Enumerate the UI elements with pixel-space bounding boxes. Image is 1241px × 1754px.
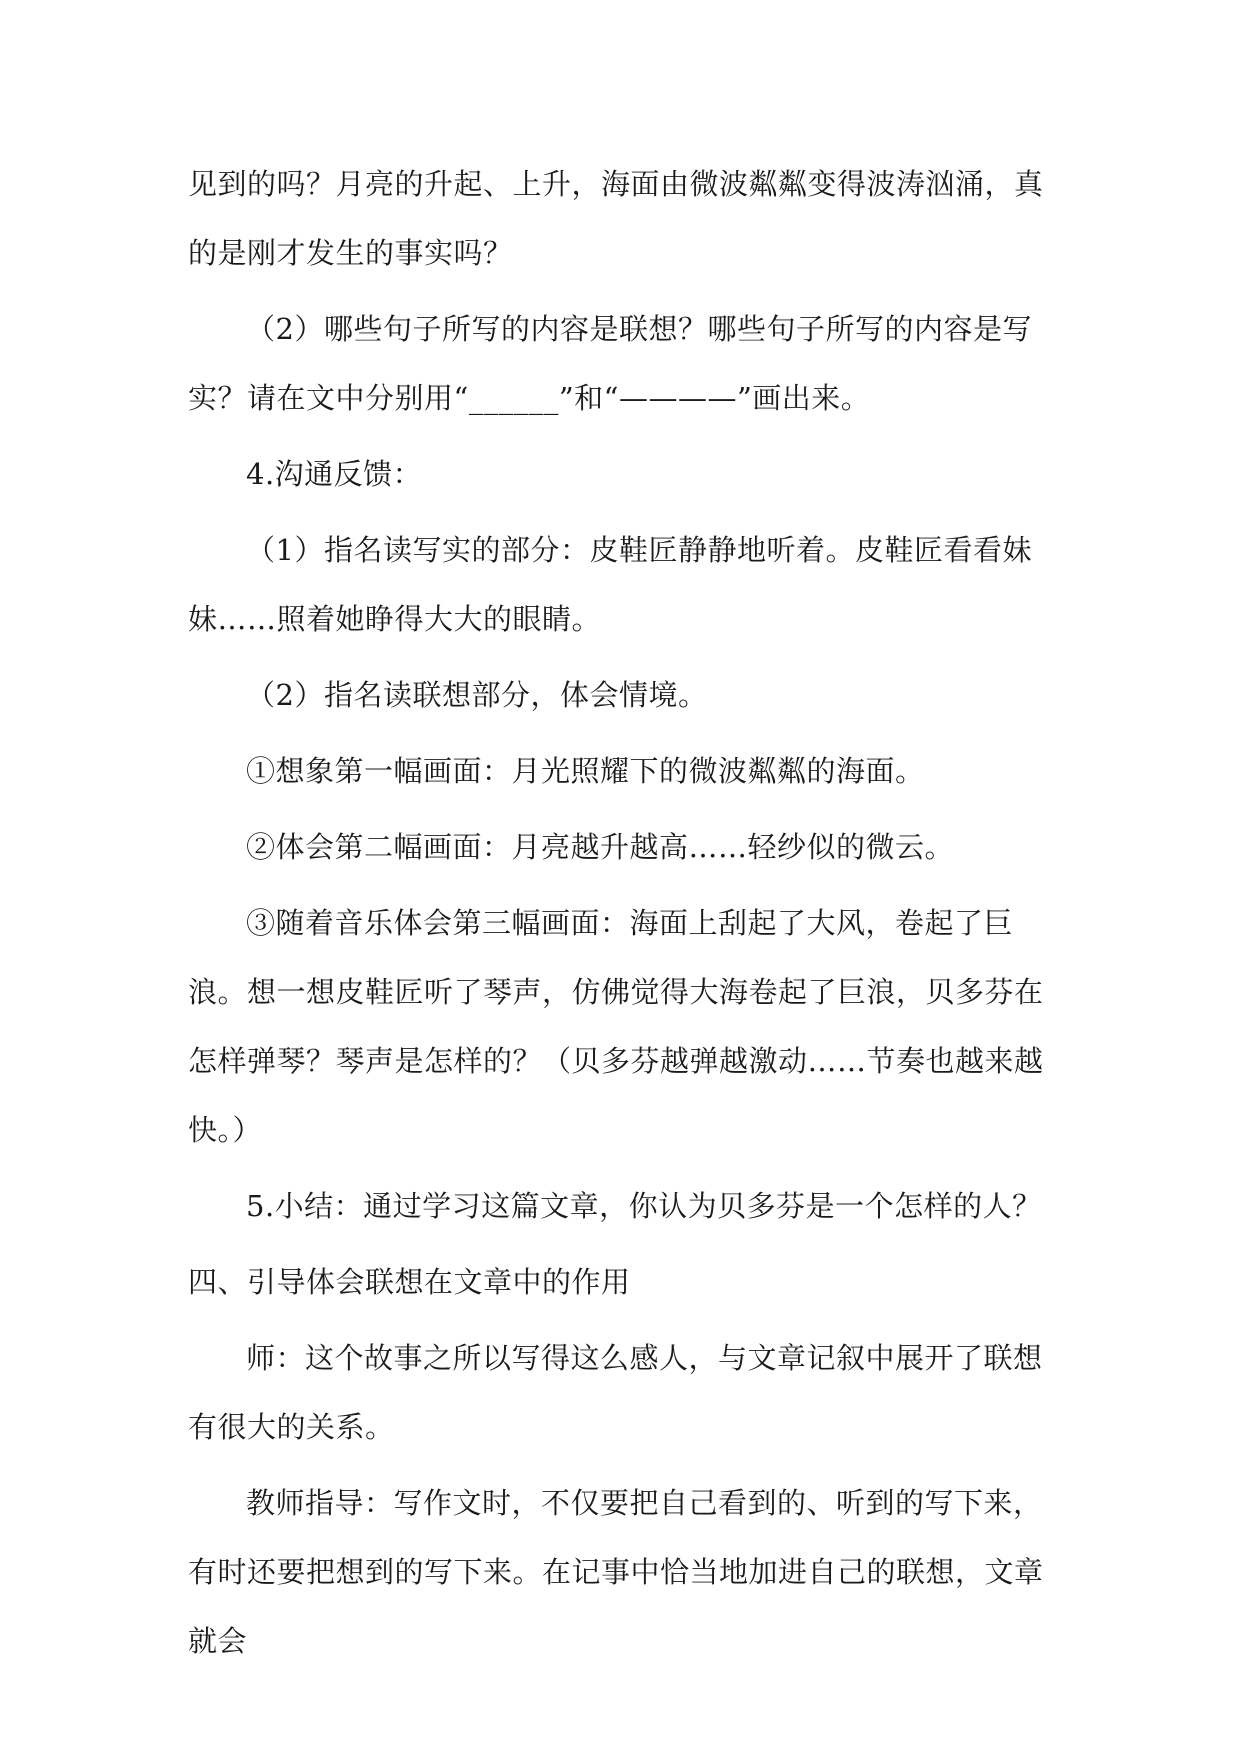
section-heading: 四、引导体会联想在文章中的作用 (188, 1265, 631, 1299)
paragraph-continuation: 见到的吗？月亮的升起、上升，海面由微波粼粼变得波涛汹涌，真的是刚才发生的事实吗？ (188, 167, 1044, 270)
paragraph-feedback-2: （2）指名读联想部分，体会情境。 (246, 678, 708, 712)
paragraph-teacher-guidance: 教师指导：写作文时，不仅要把自己看到的、听到的写下来，有时还要把想到的写下来。在记事中恰当地加进自己的联想，文章就会 (188, 1486, 1044, 1658)
paragraph-scene-2: ②体会第二幅画面：月亮越升越高……轻纱似的微云。 (246, 830, 955, 864)
paragraph-question-2: （2）哪些句子所写的内容是联想？哪些句子所写的内容是写实？请在文中分别用“______”和“————”画出来。 (188, 312, 1032, 415)
paragraph-scene-3: ③随着音乐体会第三幅画面：海面上刮起了大风，卷起了巨浪。想一想皮鞋匠听了琴声，仿佛觉得大海卷起了巨浪，贝多芬在怎样弹琴？琴声是怎样的？（贝多芬越弹越激动……节奏也越来越快。） (188, 906, 1044, 1147)
paragraph-teacher: 师：这个故事之所以写得这么感人，与文章记叙中展开了联想有很大的关系。 (188, 1341, 1043, 1444)
paragraph-step-4: 4.沟通反馈： (246, 457, 423, 491)
paragraph-summary: 5.小结：通过学习这篇文章，你认为贝多芬是一个怎样的人？ (246, 1189, 1042, 1223)
paragraph-scene-1: ①想象第一幅画面：月光照耀下的微波粼粼的海面。 (246, 754, 925, 788)
document-body (188, 150, 1063, 1683)
paragraph-feedback-1: （1）指名读写实的部分：皮鞋匠静静地听着。皮鞋匠看看妹妹……照着她睁得大大的眼睛。 (188, 533, 1032, 636)
